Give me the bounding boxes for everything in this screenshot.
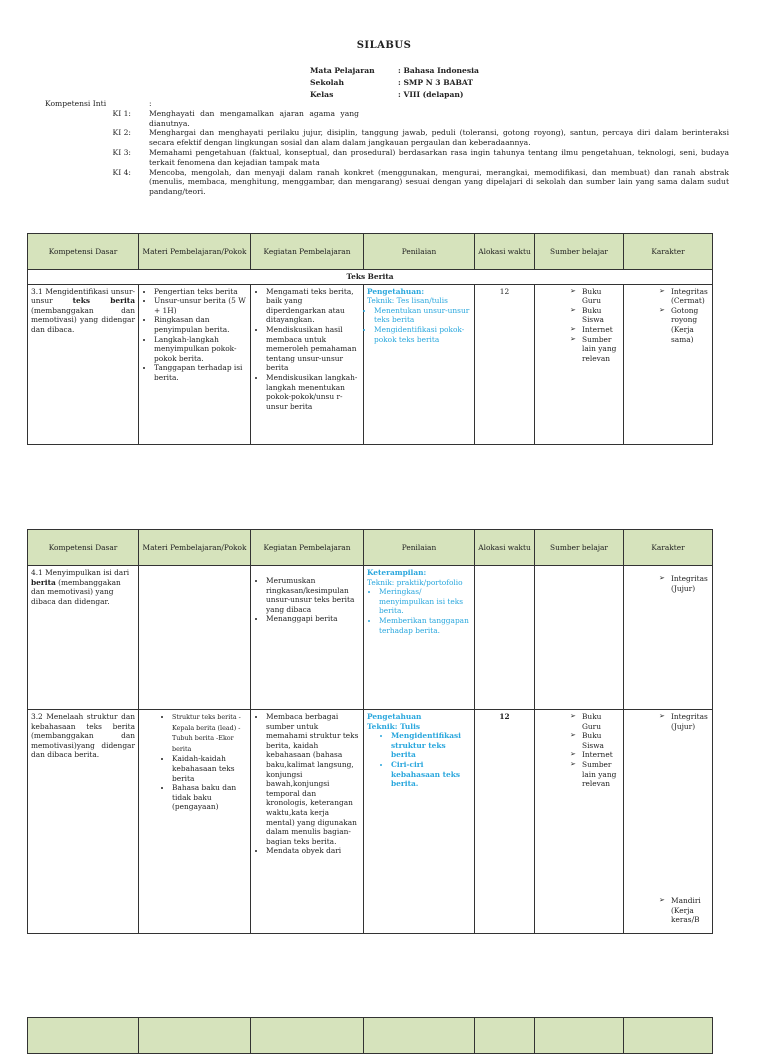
list-item: ➢ Buku Siswa bbox=[582, 731, 620, 750]
materi-cell bbox=[139, 284, 251, 444]
karakter-cell bbox=[624, 710, 713, 934]
ki-item bbox=[45, 109, 729, 129]
header-kegiatan: Kegiatan Pembelajaran bbox=[251, 530, 364, 566]
list-item: ➢ Buku Guru bbox=[582, 287, 620, 306]
list-item: • Mengamati teks berita, baik yang diperdengarkan atau ditayangkan. bbox=[266, 287, 360, 325]
header-materi: Materi Pembelajaran/Pokok bbox=[139, 234, 251, 270]
penilaian-teknik: Teknik: Tulis bbox=[367, 721, 421, 731]
ki-text: Menghayati dan mengamalkan ajaran agama yang dianutnya. bbox=[149, 108, 359, 128]
list-item: • Menentukan unsur-unsur teks berita bbox=[374, 306, 471, 325]
list-item: ➢ Mandiri (Kerja keras/B bbox=[671, 896, 709, 925]
header-cell bbox=[475, 1018, 535, 1054]
list-item: ➢ Buku Guru bbox=[582, 712, 620, 731]
penilaian-cell bbox=[364, 566, 475, 710]
kd-bold: teks berita bbox=[72, 296, 135, 306]
ki-text: Menghargai dan menghayati perilaku jujur, disiplin, tanggung jawab, peduli (toleransi, gotong royong), santun, percaya diri dalam berinteraksi secara efektif dengan lingkungan sosial dan alam dalam jangkauan pergaulan dan keberadaannya. bbox=[149, 128, 729, 148]
penilaian-teknik: Teknik: Tes lisan/tulis bbox=[367, 296, 448, 306]
silabus-table-2 bbox=[27, 529, 713, 934]
list-item: ➢ Integritas (Cermat) bbox=[671, 287, 709, 306]
kegiatan-cell bbox=[251, 284, 364, 444]
header-cell bbox=[139, 1018, 251, 1054]
penilaian-teknik: Teknik: praktik/portofolio bbox=[367, 577, 463, 587]
sumber-cell bbox=[535, 284, 624, 444]
header-cell bbox=[28, 1018, 139, 1054]
sumber-cell bbox=[535, 710, 624, 934]
penilaian-head: Keterampilan: bbox=[367, 568, 427, 577]
list-item: • Memberikan tanggapan terhadap berita. bbox=[379, 616, 471, 635]
list-item: • Tanggapan terhadap isi berita. bbox=[154, 363, 247, 382]
silabus-table-1 bbox=[27, 233, 713, 445]
list-item: ➢ Gotong royong (Kerja sama) bbox=[671, 306, 709, 344]
ki-item bbox=[45, 168, 729, 197]
alokasi-cell bbox=[475, 566, 535, 710]
list-item: • Ciri-ciri kebahasaan teks berita. bbox=[391, 760, 471, 789]
list-item: • Mendata obyek dari bbox=[266, 846, 360, 856]
list-item: ➢ Internet bbox=[582, 325, 620, 335]
list-item: ➢ Sumber lain yang relevan bbox=[582, 335, 620, 364]
meta-key: Sekolah bbox=[310, 78, 344, 87]
kompetensi-inti-block bbox=[45, 99, 729, 197]
list-item: ➢ Sumber lain yang relevan bbox=[582, 760, 620, 789]
header-sumber: Sumber belajar bbox=[535, 530, 624, 566]
meta-key: Mata Pelajaran bbox=[310, 66, 375, 75]
sumber-cell bbox=[535, 566, 624, 710]
header-cell bbox=[624, 1018, 713, 1054]
kd-text: (membanggakan dan memotivasi) yang didengar dan dibaca. bbox=[31, 305, 135, 334]
list-item: • Pengertian teks berita bbox=[154, 287, 247, 297]
kd-cell bbox=[28, 284, 139, 444]
ki-text: Mencoba, mengolah, dan menyaji dalam ranah konkret (menggunakan, mengurai, merangkai, memodifikasi, dan membuat) dan ranah abstrak (menulis, membaca, menghitung, menggambar, dan mengarang) sesuai dengan yang dipelajari di sekolah dan sumber lain yang sama dalam sudut pandang/teori. bbox=[149, 167, 729, 197]
materi-cell bbox=[139, 710, 251, 934]
meta-value: : SMP N 3 BABAT bbox=[398, 78, 474, 87]
karakter-cell bbox=[624, 284, 713, 444]
header-karakter: Karakter bbox=[624, 234, 713, 270]
materi-text: Struktur teks berita -Kepala berita (lead) -Tubuh berita -Ekor berita bbox=[172, 713, 241, 753]
list-item: • Ringkasan dan penyimpulan berita. bbox=[154, 315, 247, 334]
penilaian-head: Pengetahuan bbox=[367, 712, 422, 721]
header-penilaian: Penilaian bbox=[364, 234, 475, 270]
section-title: Teks Berita bbox=[28, 270, 713, 285]
meta-block bbox=[310, 65, 479, 101]
penilaian-cell bbox=[364, 710, 475, 934]
ki-text: Memahami pengetahuan (faktual, konseptual, dan prosedural) berdasarkan rasa ingin tahunya tentang ilmu pengetahuan, teknologi, seni, budaya terkait fenomena dan kejadian tampak mata bbox=[149, 147, 729, 167]
list-item: ➢ Integritas (Jujur) bbox=[671, 712, 709, 731]
header-kompetensi-dasar: Kompetensi Dasar bbox=[28, 530, 139, 566]
list-item: • Kaidah-kaidah kebahasaan teks berita bbox=[172, 754, 247, 783]
header-alokasi: Alokasi waktu bbox=[475, 234, 535, 270]
kd-cell: 3.2 Menelaah struktur dan kebahasaan teks berita (membanggakan dan memotivasi)yang didengar dan dibaca berita. bbox=[28, 710, 139, 934]
kd-text: (membanggakan dan memotivasi) yang dibaca dan didengar. bbox=[31, 577, 121, 606]
kd-text: 3.1 Mengidentifikasi unsur-unsur bbox=[31, 286, 135, 306]
kegiatan-cell bbox=[251, 710, 364, 934]
meta-value: : VIII (delapan) bbox=[398, 90, 464, 99]
header-kompetensi-dasar: Kompetensi Dasar bbox=[28, 234, 139, 270]
list-item: ➢ Internet bbox=[582, 750, 620, 760]
meta-key: Kelas bbox=[310, 90, 334, 99]
meta-value: : Bahasa Indonesia bbox=[398, 66, 479, 75]
ki-code: KI 3: bbox=[112, 147, 131, 157]
kd-text: 4.1 Menyimpulkan isi dari bbox=[31, 568, 130, 577]
header-penilaian: Penilaian bbox=[364, 530, 475, 566]
header-karakter: Karakter bbox=[624, 530, 713, 566]
list-item: • Mendiskusikan hasil membaca untuk memeroleh pemahaman tentang unsur-unsur berita bbox=[266, 325, 360, 373]
alokasi-cell: 12 bbox=[475, 284, 535, 444]
list-item: • Membaca berbagai sumber untuk memahami struktur teks berita, kaidah kebahasaan (bahasa baku,kalimat langsung, konjungsi bawah,konjungsi temporal dan kronologis, keterangan waktu,kata kerja mental) yang digunakan dalam menulis bagian-bagian teks berita. bbox=[266, 712, 360, 846]
ki-item bbox=[45, 128, 729, 148]
list-item: ➢ Integritas (Jujur) bbox=[671, 574, 709, 593]
list-item: • Mengidentifikasi struktur teks berita bbox=[391, 731, 471, 760]
penilaian-cell bbox=[364, 284, 475, 444]
header-materi: Materi Pembelajaran/Pokok bbox=[139, 530, 251, 566]
header-cell bbox=[364, 1018, 475, 1054]
kd-cell bbox=[28, 566, 139, 710]
header-sumber: Sumber belajar bbox=[535, 234, 624, 270]
karakter-cell bbox=[624, 566, 713, 710]
list-item: • Mendiskusikan langkah-langkah menentukan pokok-pokok/unsu r-unsur berita bbox=[266, 373, 360, 411]
list-item: • Meringkas/ menyimpulkan isi teks berita. bbox=[379, 587, 471, 616]
header-cell bbox=[535, 1018, 624, 1054]
list-item: • Merumuskan ringkasan/kesimpulan unsur-unsur teks berita yang dibaca bbox=[266, 576, 360, 614]
header-kegiatan: Kegiatan Pembelajaran bbox=[251, 234, 364, 270]
ki-code: KI 2: bbox=[112, 128, 131, 138]
ki-code: KI 1: bbox=[112, 108, 131, 118]
kompetensi-inti-colon: : bbox=[149, 99, 152, 108]
list-item bbox=[172, 712, 247, 754]
kompetensi-inti-label: Kompetensi Inti bbox=[45, 99, 107, 108]
header-cell bbox=[251, 1018, 364, 1054]
ki-code: KI 4: bbox=[112, 167, 131, 177]
materi-cell bbox=[139, 566, 251, 710]
kegiatan-cell bbox=[251, 566, 364, 710]
list-item: • Mengidentifikasi pokok-pokok teks berita bbox=[374, 325, 471, 344]
silabus-table-3-header bbox=[27, 1017, 713, 1054]
ki-item bbox=[45, 148, 729, 168]
document-title: SILABUS bbox=[356, 40, 412, 51]
list-item: • Bahasa baku dan tidak baku (pengayaan) bbox=[172, 783, 247, 812]
list-item: • Menanggapi berita bbox=[266, 614, 360, 624]
list-item: • Unsur-unsur berita (5 W + 1H) bbox=[154, 296, 247, 315]
header-alokasi: Alokasi waktu bbox=[475, 530, 535, 566]
penilaian-head: Pengetahuan: bbox=[367, 286, 425, 296]
list-item: ➢ Buku Siswa bbox=[582, 306, 620, 325]
kd-bold: berita bbox=[31, 577, 56, 587]
list-item: • Langkah-langkah menyimpulkan pokok-pokok berita. bbox=[154, 335, 247, 364]
alokasi-cell: 12 bbox=[475, 710, 535, 934]
